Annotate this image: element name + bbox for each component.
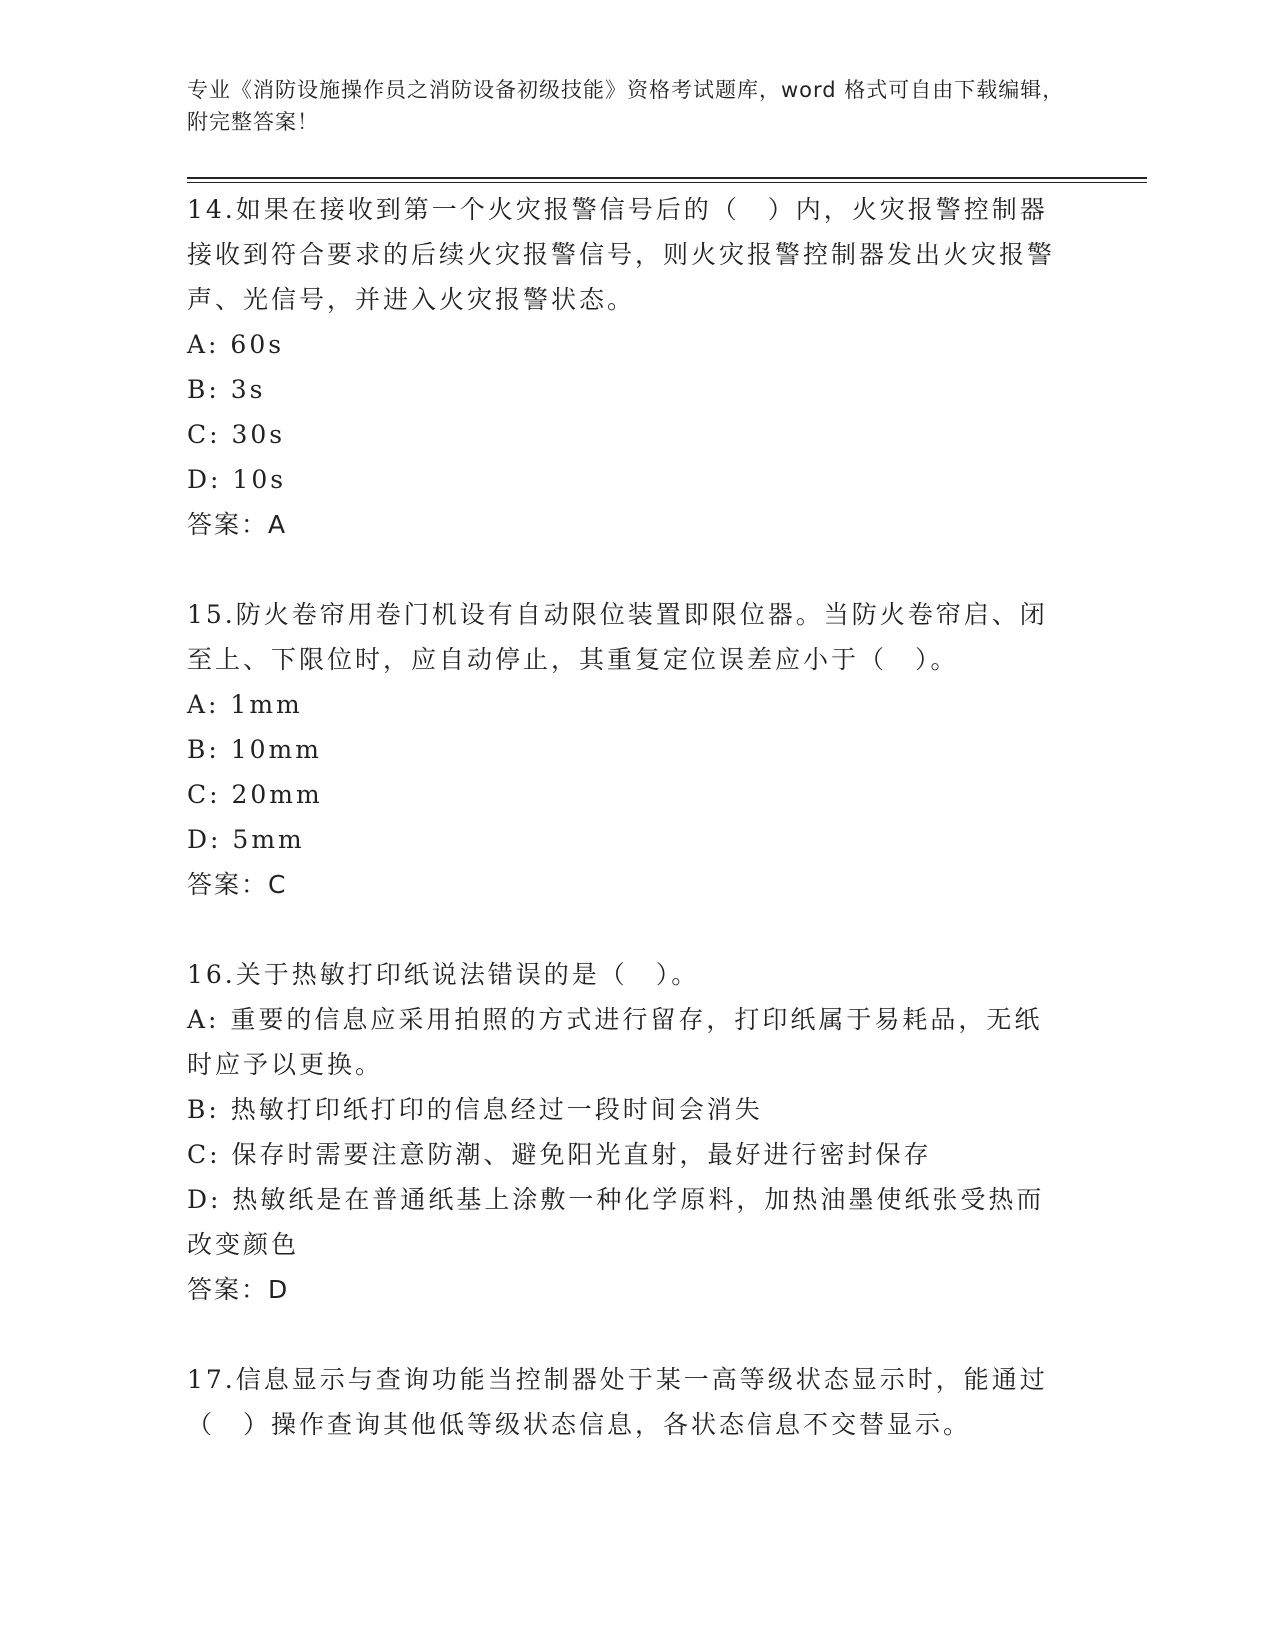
option-c: C: 30s <box>187 420 286 449</box>
question-list <box>187 187 1067 1492</box>
option-d: D: 10s <box>187 465 287 494</box>
question-text: 16.关于热敏打印纸说法错误的是（ ）。 <box>187 960 700 989</box>
header-divider-thin <box>187 182 1147 183</box>
answer: 答案：C <box>187 870 288 899</box>
answer: 答案：A <box>187 510 288 539</box>
option-d: D: 5mm <box>187 825 305 854</box>
option-d: D: 热敏纸是在普通纸基上涂敷一种化学原料，加热油墨使纸张受热而改变颜色 <box>187 1185 1045 1259</box>
option-a: A: 1mm <box>187 690 303 719</box>
question-text: 17.信息显示与查询功能当控制器处于某一高等级状态显示时，能通过（ ）操作查询其他低等级状态信息，各状态信息不交替显示。 <box>187 1365 1048 1439</box>
option-c: C: 20mm <box>187 780 323 809</box>
answer: 答案：D <box>187 1275 290 1304</box>
option-b: B: 10mm <box>187 735 322 764</box>
option-c: C: 保存时需要注意防潮、避免阳光直射，最好进行密封保存 <box>187 1140 932 1169</box>
page-header: 专业《消防设施操作员之消防设备初级技能》资格考试题库，word 格式可自由下载编辑，附完整答案！ <box>187 78 1065 134</box>
question-17 <box>187 1357 1067 1447</box>
question-text: 14.如果在接收到第一个火灾报警信号后的（ ）内，火灾报警控制器接收到符合要求的后续火灾报警信号，则火灾报警控制器发出火灾报警声、光信号，并进入火灾报警状态。 <box>187 195 1056 314</box>
option-a: A: 60s <box>187 330 285 359</box>
option-a: A: 重要的信息应采用拍照的方式进行留存，打印纸属于易耗品，无纸时应予以更换。 <box>187 1005 1043 1079</box>
question-15 <box>187 592 1067 907</box>
question-16 <box>187 952 1067 1312</box>
question-text: 15.防火卷帘用卷门机设有自动限位装置即限位器。当防火卷帘启、闭至上、下限位时，应自动停止，其重复定位误差应小于（ ）。 <box>187 600 1048 674</box>
option-b: B: 3s <box>187 375 266 404</box>
question-14 <box>187 187 1067 547</box>
option-b: B: 热敏打印纸打印的信息经过一段时间会消失 <box>187 1095 763 1124</box>
header-divider <box>187 177 1147 179</box>
